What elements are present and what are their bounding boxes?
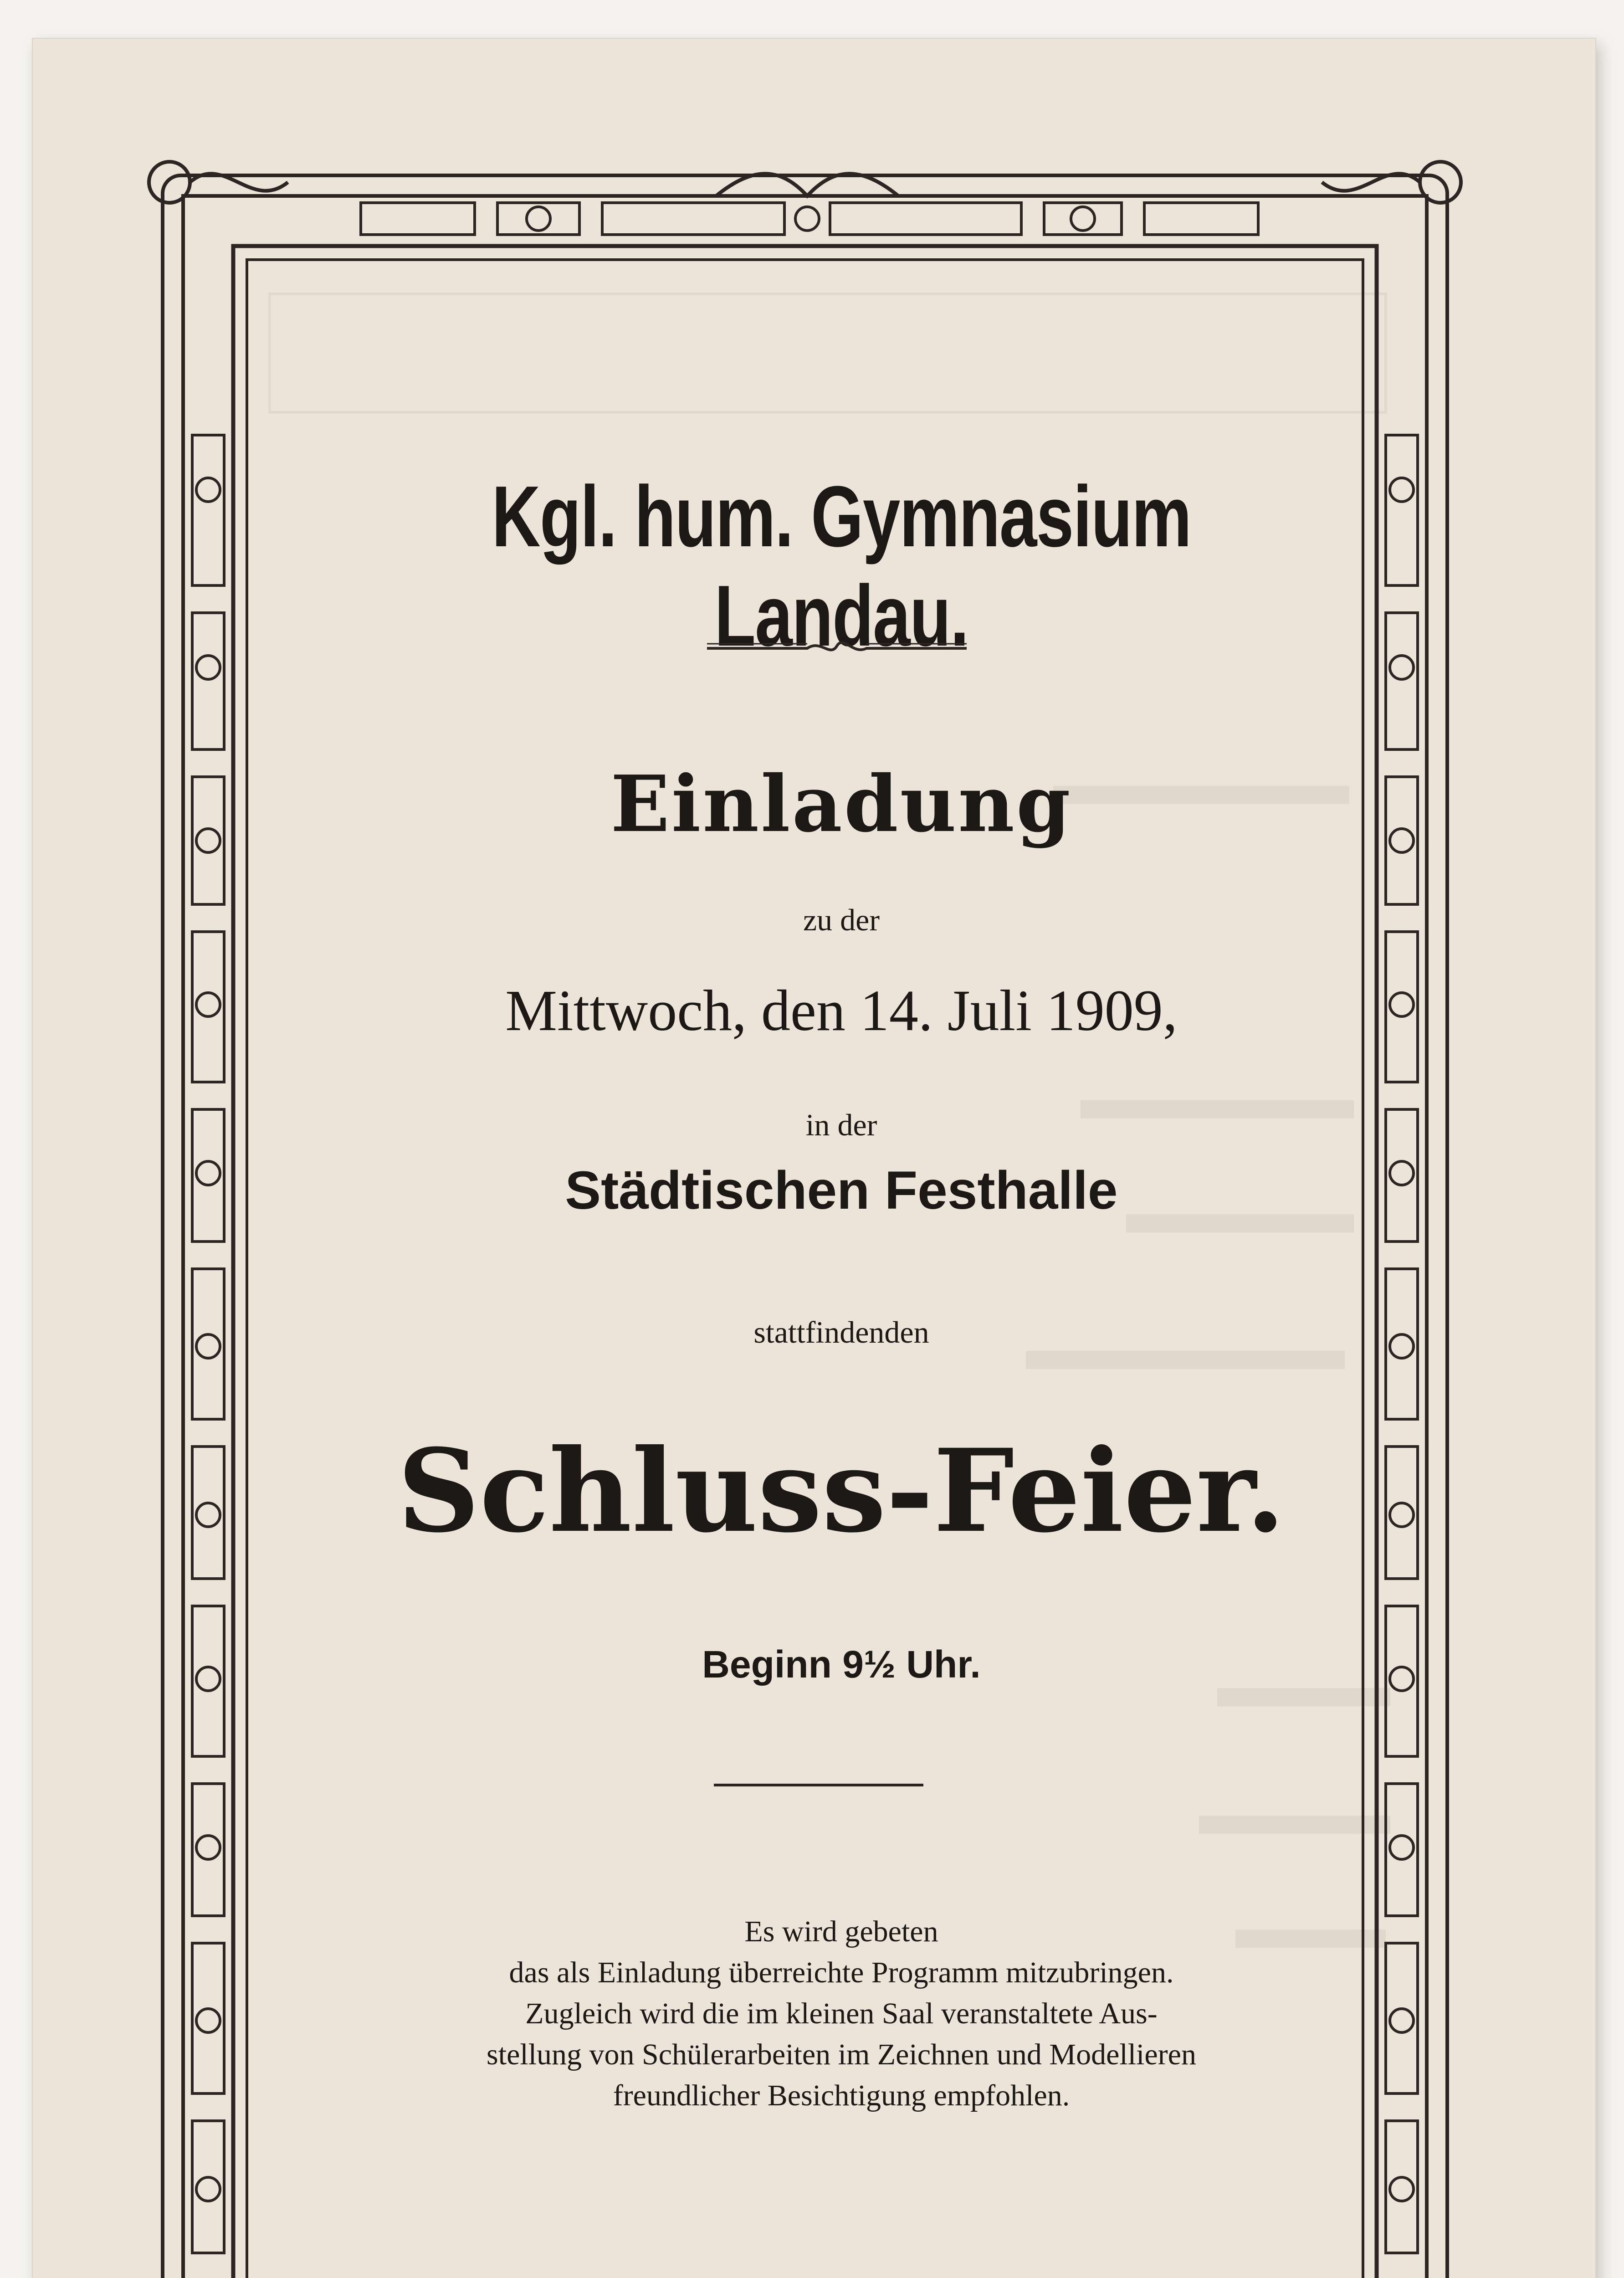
notice-line: Zugleich wird die im kleinen Saal veranstaltete Aus- (525, 1997, 1158, 2030)
school-name: Kgl. hum. Gymnasium Landau. (492, 468, 1191, 664)
event-date: Mittwoch, den 14. Juli 1909, (505, 978, 1178, 1043)
text-zu-der: zu der (803, 903, 880, 937)
invitation-heading: Einladung (610, 759, 1072, 850)
notice-paragraph (347, 1911, 1336, 2116)
divider-line (714, 1784, 923, 1786)
text-stattfindenden: stattfindenden (753, 1315, 929, 1349)
notice-line: freundlicher Besichtigung empfohlen. (613, 2079, 1070, 2112)
notice-line: das als Einladung überreichte Programm mitzubringen. (509, 1956, 1174, 1989)
venue-name: Städtischen Festhalle (565, 1160, 1118, 1221)
text-in-der: in der (805, 1108, 877, 1142)
decorative-rule (707, 635, 967, 657)
notice-line: stellung von Schülerarbeiten im Zeichnen und Modellieren (487, 2038, 1196, 2071)
invitation-sheet (33, 39, 1595, 2278)
event-title: Schluss-Feier. (397, 1424, 1286, 1558)
start-time: Beginn 9½ Uhr. (702, 1643, 981, 1686)
notice-line: Es wird gebeten (744, 1915, 938, 1948)
